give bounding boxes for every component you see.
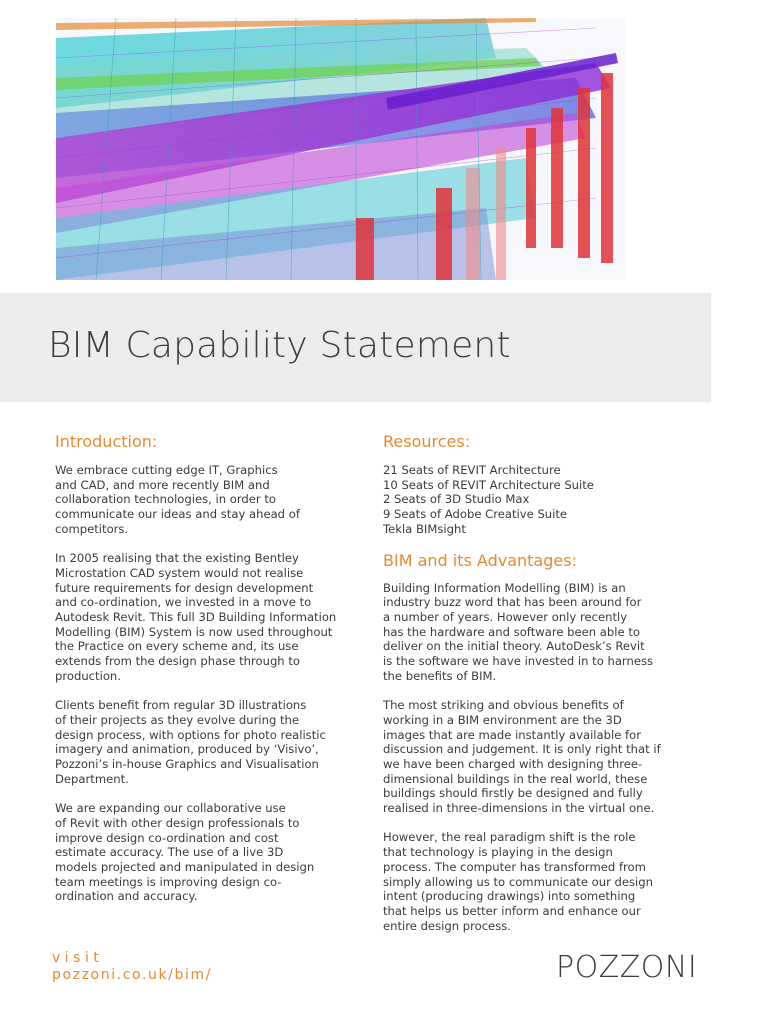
bim-3d-model-illustration [56, 18, 626, 280]
resource-item: 2 Seats of 3D Studio Max [383, 492, 530, 507]
resources-list [383, 463, 683, 537]
introduction-paragraph: We embrace cutting edge IT, Graphics and CAD, and more recently BIM and collaboration technologies, in order to communicate our ideas and stay ahead of competitors. [55, 463, 300, 536]
introduction-paragraph: Clients benefit from regular 3D illustrations of their projects as they evolve during the design process, with options for photo realistic imagery and animation, produced by ‘Visivo’, Pozzoni’s in-house Graphics and Visualisation Department. [55, 698, 326, 786]
visit-label: visit [52, 950, 104, 966]
resource-item: 9 Seats of Adobe Creative Suite [383, 507, 568, 522]
resource-item: 10 Seats of REVIT Architecture Suite [383, 477, 594, 492]
page-title: BIM Capability Statement [48, 325, 511, 366]
advantages-paragraph: However, the real paradigm shift is the role that technology is playing in the design process. The computer has transformed from simply allowing us to communicate our design intent (producing drawings) into something that helps us better inform and enhance our entire design process. [383, 830, 653, 933]
resources-heading: Resources: [383, 432, 471, 451]
right-column [383, 432, 683, 948]
hero-bim-model-image [56, 18, 626, 280]
introduction-paragraph: We are expanding our collaborative use of Revit with other design professionals to improve design co-ordination and cost estimate accuracy. The use of a live 3D models projected and manipulated in design team meetings is improving design co- ordination and accuracy. [55, 801, 315, 904]
resource-item: 21 Seats of REVIT Architecture [383, 463, 561, 477]
resource-item: Tekla BIMsight [383, 521, 466, 536]
introduction-heading: Introduction: [55, 432, 158, 451]
title-band [0, 293, 711, 402]
advantages-paragraph: Building Information Modelling (BIM) is an industry buzz word that has been around for a number of years. However only recently has the hardware and software been able to deliver on the initial theory. AutoDesk’s Revit is the software we have invested in to harness the benefits of BIM. [383, 580, 654, 683]
advantages-heading: BIM and its Advantages: [383, 550, 577, 570]
website-link[interactable]: pozzoni.co.uk/bim/ [52, 967, 213, 983]
advantages-paragraph: The most striking and obvious benefits of working in a BIM environment are the 3D images that are made instantly available for discussion and judgement. It is only right that if we have been charged with designing three- dimensional buildings in the real world, these buildings should firstly be designed and fully realised in three-dimensions in the virtual one. [383, 698, 661, 816]
visit-link-block[interactable] [52, 950, 212, 984]
introduction-column [55, 432, 355, 919]
pozzoni-logo: POZZONI [556, 950, 698, 985]
introduction-paragraph: In 2005 realising that the existing Bentley Microstation CAD system would not realise future requirements for design development and co-ordination, we invested in a move to Autodesk Revit. This full 3D Building Information Modelling (BIM) System is now used throughout the Practice on every scheme and, its use extends from the design phase through to production. [55, 551, 337, 683]
